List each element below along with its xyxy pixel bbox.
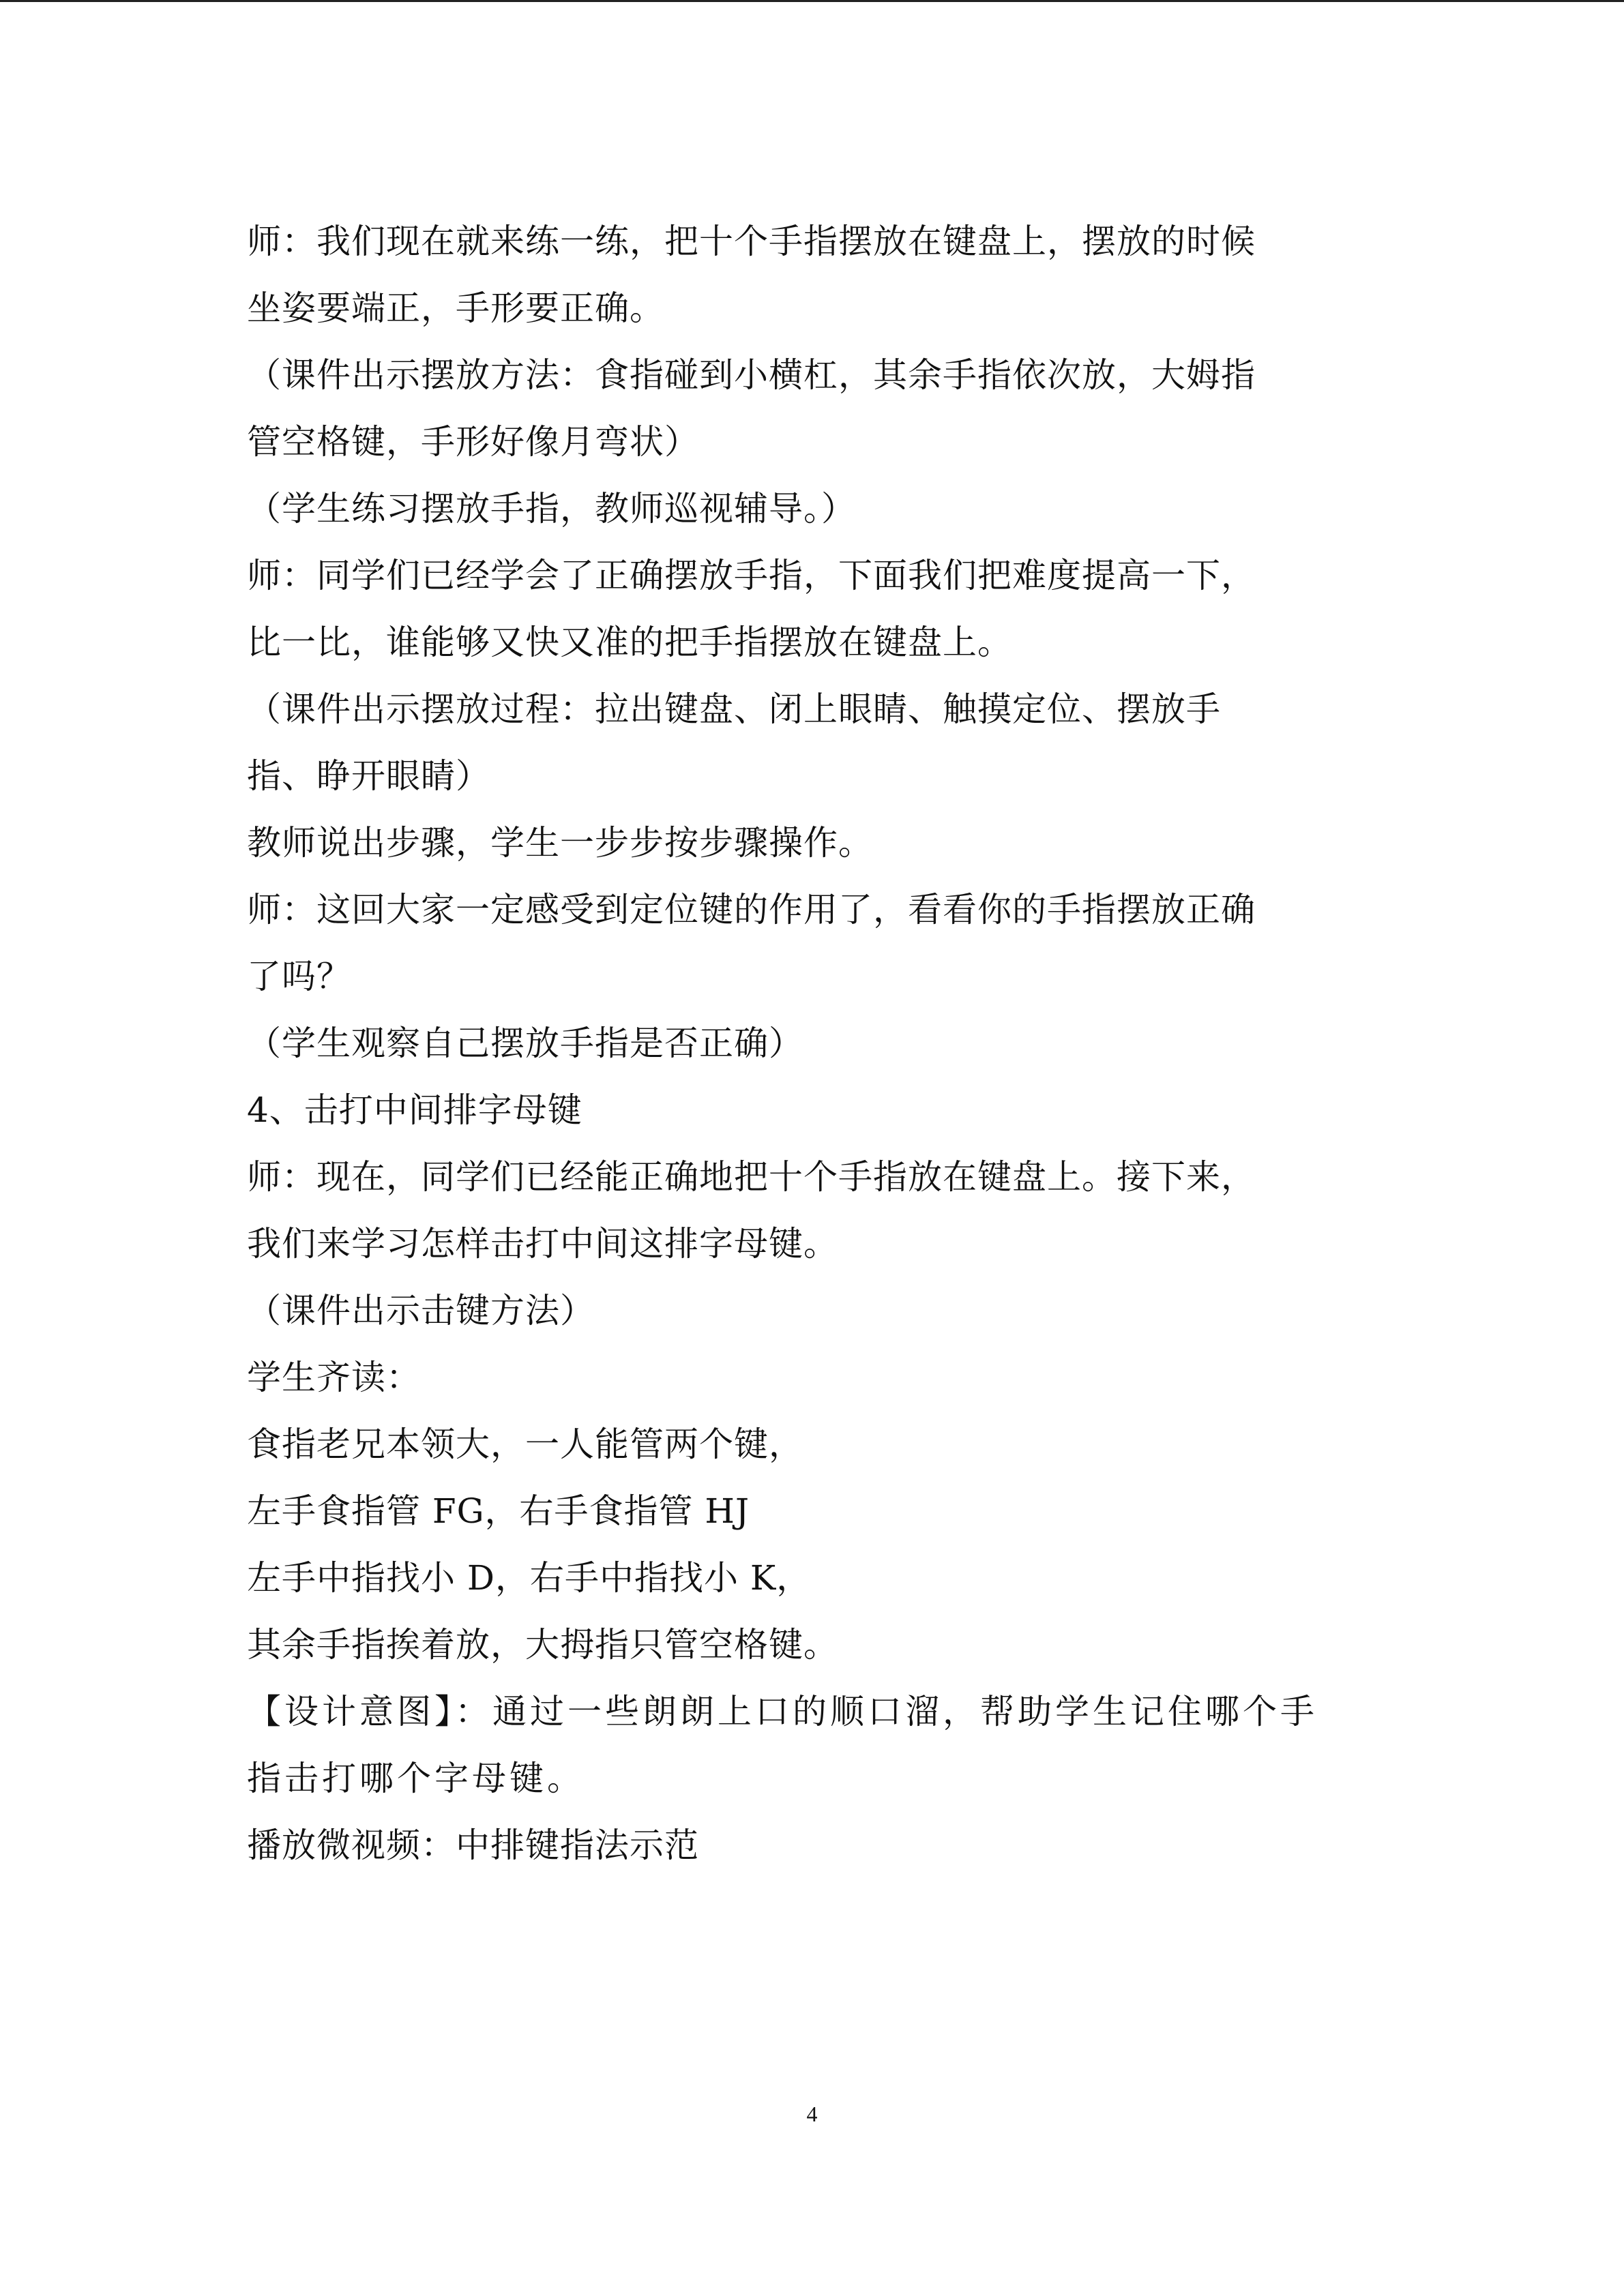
text-line: 管空格键，手形好像月弯状）: [247, 422, 699, 462]
text-line: （课件出示摆放方法：食指碰到小横杠，其余手指依次放，大姆指: [247, 355, 1256, 395]
text-line: 学生齐读：: [247, 1358, 421, 1397]
text-line: 师：我们现在就来练一练，把十个手指摆放在键盘上，摆放的时候: [247, 222, 1256, 261]
text-line: （学生观察自己摆放手指是否正确）: [247, 1024, 803, 1063]
rhyme-line: 食指老兄本领大，一人能管两个键，: [247, 1425, 803, 1464]
text-line: （课件出示摆放过程：拉出键盘、闭上眼睛、触摸定位、摆放手: [247, 689, 1221, 729]
design-intent-line: 指击打哪个字母键。: [247, 1759, 585, 1798]
text-line: 我们来学习怎样击打中间这排字母键。: [247, 1224, 838, 1264]
design-intent-line: 【设计意图】：通过一些朗朗上口的顺口溜，帮助学生记住哪个手: [247, 1692, 1318, 1731]
text-line: （课件出示击键方法）: [247, 1291, 595, 1330]
text-line: 播放微视频：中排键指法示范: [247, 1825, 699, 1865]
text-line: 坐姿要端正，手形要正确。: [247, 288, 664, 328]
document-body: [247, 208, 1365, 1879]
rhyme-line: 其余手指挨着放，大拇指只管空格键。: [247, 1625, 838, 1665]
page-number: 4: [806, 2102, 818, 2126]
text-line: 比一比，谁能够又快又准的把手指摆放在键盘上。: [247, 623, 1012, 662]
text-line: 师：同学们已经学会了正确摆放手指，下面我们把难度提高一下，: [247, 556, 1256, 595]
text-line: 了吗？: [247, 957, 351, 996]
text-line: 教师说出步骤，学生一步步按步骤操作。: [247, 823, 873, 863]
section-heading: 4、击打中间排字母键: [247, 1090, 582, 1130]
text-line: （学生练习摆放手指，教师巡视辅导。）: [247, 489, 856, 528]
text-line: 师：现在，同学们已经能正确地把十个手指放在键盘上。接下来，: [247, 1157, 1256, 1197]
text-line: 师：这回大家一定感受到定位键的作用了，看看你的手指摆放正确: [247, 890, 1256, 929]
text-line: 指、睁开眼睛）: [247, 756, 490, 796]
rhyme-line: 左手中指找小 D，右手中指找小 K，: [247, 1558, 812, 1598]
rhyme-line: 左手食指管 FG，右手食指管 HJ: [247, 1491, 750, 1531]
page-top-border: [0, 0, 1624, 2]
